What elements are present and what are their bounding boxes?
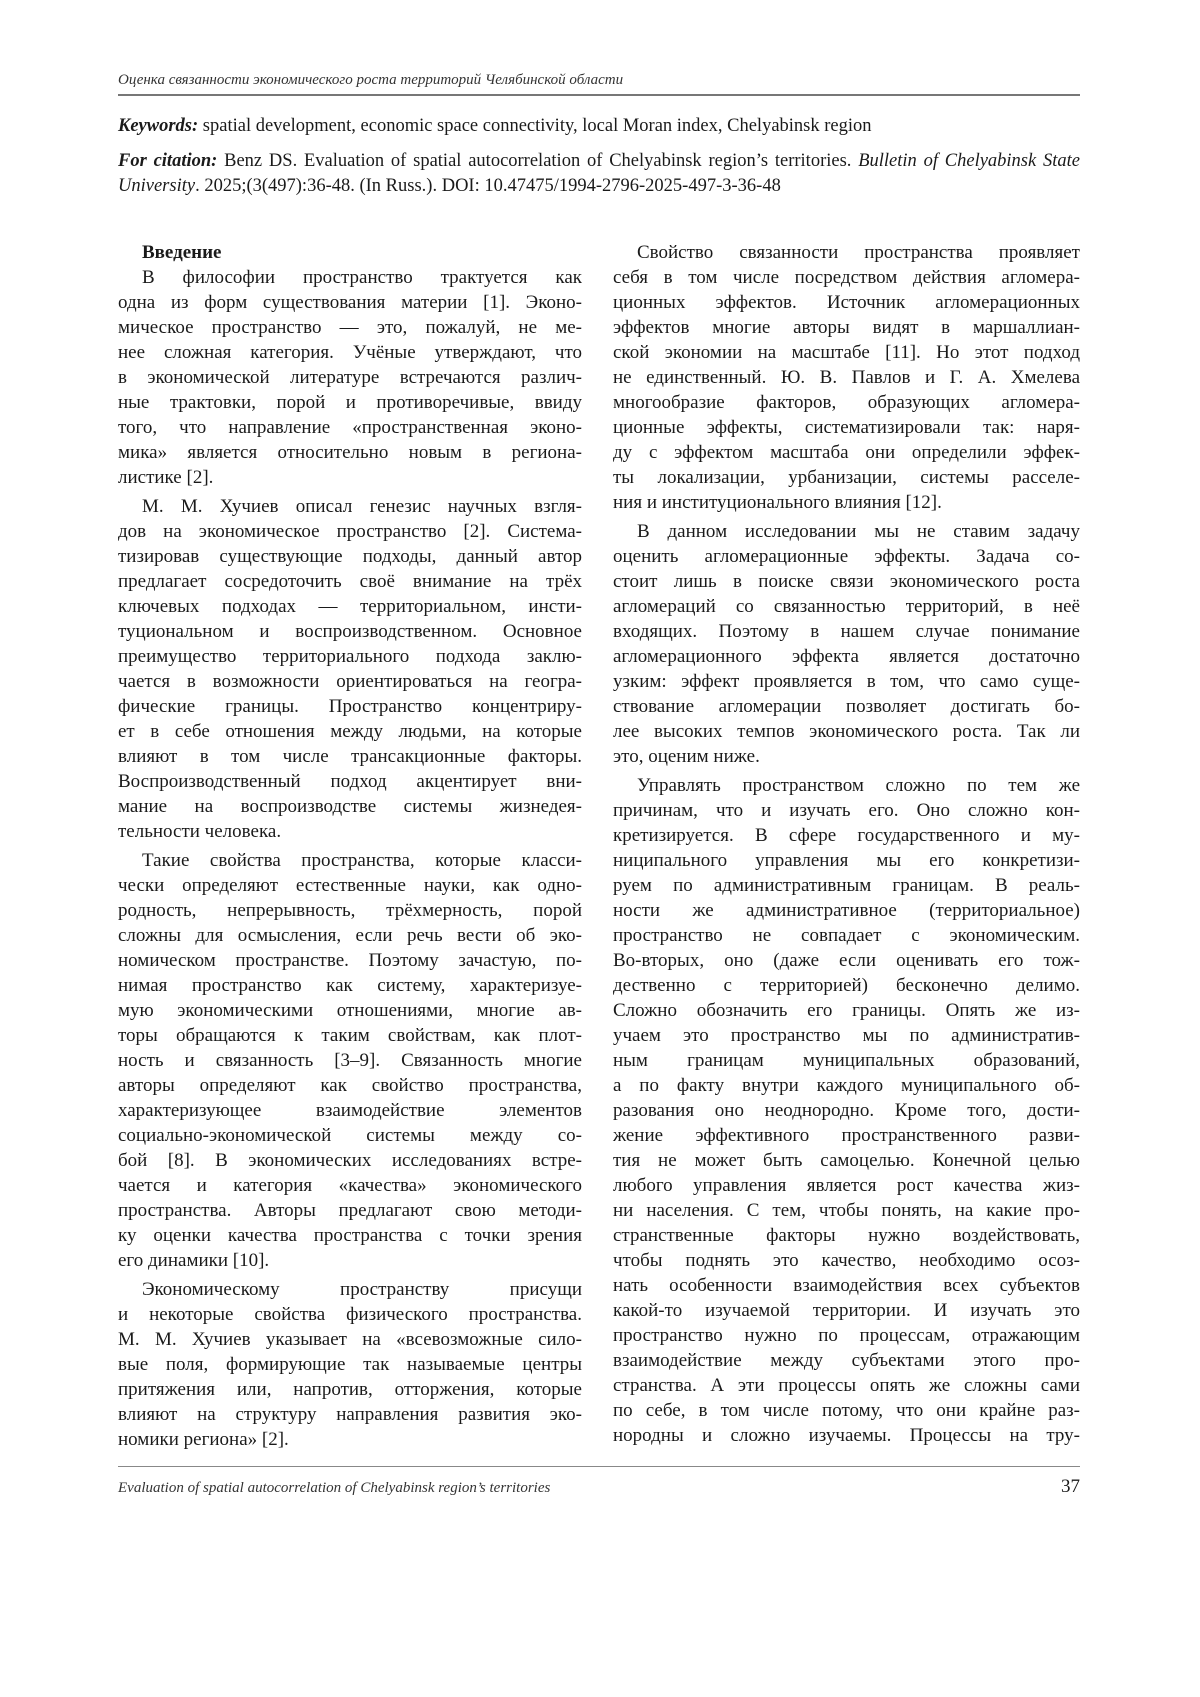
text-line: пространства. Авторы предлагают свою методи-	[118, 1200, 582, 1221]
text-line: пространство не совпадает с экономическим.	[613, 925, 1080, 946]
text-line: вые поля, формирующие так называемые центры	[118, 1354, 582, 1375]
text-line: узким: эффект проявляется в том, что само суще-	[613, 671, 1080, 692]
text-line: притяжения или, напротив, отторжения, которые	[118, 1379, 582, 1400]
text-line: мика» является относительно новым в региона-	[118, 442, 582, 463]
text-line: ционных эффектов. Источник агломерационных	[613, 292, 1080, 313]
right-column	[613, 240, 1080, 1448]
page-number: 37	[1061, 1476, 1080, 1497]
text-line: авторы определяют как свойство пространства,	[118, 1075, 582, 1096]
text-line: эффектов многие авторы видят в маршаллиан-	[613, 317, 1080, 338]
text-line: какой-то изучаемой территории. И изучать это	[613, 1300, 1080, 1321]
text-line: ниципального управления мы его конкретизи-	[613, 850, 1080, 871]
text-line: мическое пространство — это, пожалуй, не ме-	[118, 317, 582, 338]
footer-title: Evaluation of spatial autocorrelation of Chelyabinsk region’s territories	[118, 1480, 551, 1496]
text-line: ные трактовки, порой и противоречивые, ввиду	[118, 392, 582, 413]
text-line: Управлять пространством сложно по тем же	[637, 775, 1080, 796]
text-line: руем по административным границам. В реаль-	[613, 875, 1080, 896]
text-line: тия не может быть самоцелью. Конечной целью	[613, 1150, 1080, 1171]
text-line: стоит лишь в поиске связи экономического роста	[613, 571, 1080, 592]
text-line: преимущество территориального подхода заклю-	[118, 646, 582, 667]
text-line: характеризующее взаимодействие элементов	[118, 1100, 582, 1121]
text-line: странства. А эти процессы опять же сложны сами	[613, 1375, 1080, 1396]
text-line: нать особенности взаимодействия всех субъектов	[613, 1275, 1080, 1296]
text-line: чается в возможности ориентироваться на геогра-	[118, 671, 582, 692]
text-line: агломераций со связанностью территорий, в неё	[613, 596, 1080, 617]
text-line: входящих. Поэтому в нашем случае понимание	[613, 621, 1080, 642]
text-line: мую экономическими отношениями, многие ав-	[118, 1000, 582, 1021]
text-line: ни населения. С тем, чтобы понять, на какие про-	[613, 1200, 1080, 1221]
paragraph	[613, 519, 1080, 769]
text-line: ду с эффектом масштаба они определили эффек-	[613, 442, 1080, 463]
text-line: себя в том числе посредством действия агломера-	[613, 267, 1080, 288]
text-line: Экономическому пространству присущи	[142, 1279, 582, 1300]
text-line: чтобы поднять это качество, необходимо осоз-	[613, 1250, 1080, 1271]
text-line: ния и институционального влияния [12].	[613, 492, 942, 513]
keywords-label: Keywords:	[118, 116, 199, 136]
text-line: нее сложная категория. Учёные утверждают, что	[118, 342, 582, 363]
text-line: чается и категория «качества» экономического	[118, 1175, 582, 1196]
text-line: многообразие факторов, образующих агломера-	[613, 392, 1080, 413]
text-line: по себе, в том числе потому, что они крайне раз-	[613, 1400, 1080, 1421]
text-line: мание на воспроизводстве системы жизнедея-	[118, 796, 582, 817]
text-line: сложны для осмысления, если речь вести об эко-	[118, 925, 582, 946]
citation-details: . 2025;(3(497):36-48. (In Russ.). DOI: 10.47475/1994-2796-2025-497-3-36-48	[195, 176, 781, 196]
text-line: тизировав существующие подходы, данный автор	[118, 546, 582, 567]
text-line: кретизируется. В сфере государственного и му-	[613, 825, 1080, 846]
keywords	[118, 114, 1080, 139]
text-line: ным границам муниципальных образований,	[613, 1050, 1080, 1071]
paragraph	[118, 848, 582, 1273]
running-header-title: Оценка связанности экономического роста территорий Челябинской области	[118, 72, 624, 88]
text-line: В философии пространство трактуется как	[142, 267, 582, 288]
text-line: учаем это пространство мы по административ-	[613, 1025, 1080, 1046]
citation	[118, 149, 1080, 199]
text-line: Во-вторых, оно (даже если оценивать его тож-	[613, 950, 1080, 971]
text-line: Свойство связанности пространства проявляет	[637, 242, 1080, 263]
citation-label: For citation:	[118, 151, 218, 171]
text-line: нимая пространство как систему, характеризуе-	[118, 975, 582, 996]
paragraph	[613, 240, 1080, 515]
text-line: ты локализации, урбанизации, системы расселе-	[613, 467, 1080, 488]
text-line: В данном исследовании мы не ставим задачу	[637, 521, 1080, 542]
text-line: ет в себе отношения между людьми, на которые	[118, 721, 582, 742]
text-line: нородны и сложно изучаемы. Процессы на тру-	[613, 1425, 1080, 1446]
text-line: его динамики [10].	[118, 1250, 270, 1271]
keywords-text: spatial development, economic space connectivity, local Moran index, Chelyabinsk region	[202, 116, 872, 136]
text-line: ской экономии на масштабе [11]. Но этот подход	[613, 342, 1080, 363]
text-line: социально-экономической системы между со-	[118, 1125, 582, 1146]
text-line: лее высоких темпов экономического роста. Так ли	[613, 721, 1080, 742]
text-line: чески определяют естественные науки, как одно-	[118, 875, 582, 896]
text-line: М. М. Хучиев описал генезис научных взгля-	[142, 496, 582, 517]
text-line: ционные эффекты, систематизировали так: наря-	[613, 417, 1080, 438]
text-line: одна из форм существования материи [1]. Эконо-	[118, 292, 582, 313]
paragraph	[118, 1277, 582, 1452]
text-line: М. М. Хучиев указывает на «всевозможные сило-	[118, 1329, 582, 1350]
text-line: бой [8]. В экономических исследованиях встре-	[118, 1150, 582, 1171]
section-heading: Введение	[142, 242, 222, 263]
text-line: родность, непрерывность, трёхмерность, порой	[118, 900, 582, 921]
text-line: того, что направление «пространственная эконо-	[118, 417, 582, 438]
text-line: оценить агломерационные эффекты. Задача со-	[613, 546, 1080, 567]
citation-journal: Bulletin of Chelyabinsk State University	[118, 151, 1081, 196]
text-line: Сложно обозначить его границы. Опять же из-	[613, 1000, 1080, 1021]
text-line: жение эффективного пространственного разви-	[613, 1125, 1080, 1146]
header-divider	[118, 94, 1080, 96]
text-line: дов на экономическое пространство [2]. Система-	[118, 521, 582, 542]
text-line: агломерационного эффекта является достаточно	[613, 646, 1080, 667]
text-line: Такие свойства пространства, которые класси-	[142, 850, 582, 871]
text-line: тельности человека.	[118, 821, 282, 842]
text-line: ку оценки качества пространства с точки зрения	[118, 1225, 582, 1246]
text-line: фические границы. Пространство концентриру-	[118, 696, 582, 717]
text-line: торы обращаются к таким свойствам, как плот-	[118, 1025, 582, 1046]
text-line: пространство нужно по процессам, отражающим	[613, 1325, 1080, 1346]
text-line: любого управления является рост качества жиз-	[613, 1175, 1080, 1196]
text-line: номики региона» [2].	[118, 1429, 289, 1450]
text-line: причинам, что и изучать его. Оно сложно кон-	[613, 800, 1080, 821]
text-line: в экономической литературе встречаются различ-	[118, 367, 582, 388]
text-line: листике [2].	[118, 467, 214, 488]
text-line: влияют на структуру направления развития эко-	[118, 1404, 582, 1425]
text-line: предлагает сосредоточить своё внимание на трёх	[118, 571, 582, 592]
left-column	[118, 240, 582, 1452]
text-line: и некоторые свойства физического пространства.	[118, 1304, 582, 1325]
text-line: дественно с территорией) бесконечно делимо.	[613, 975, 1080, 996]
text-line: ствование агломерации позволяет достигать бо-	[613, 696, 1080, 717]
text-line: ключевых подходах — территориальном, инсти-	[118, 596, 582, 617]
paragraph	[613, 773, 1080, 1448]
text-line: номическом пространстве. Поэтому зачастую, по-	[118, 950, 582, 971]
text-line: ности же административное (территориальное)	[613, 900, 1080, 921]
text-line: странственные факторы нужно воздействовать,	[613, 1225, 1080, 1246]
text-line: разования оно неоднородно. Кроме того, дости-	[613, 1100, 1080, 1121]
citation-text: Benz DS. Evaluation of spatial autocorrelation of Chelyabinsk region’s territories.	[224, 151, 852, 171]
text-line: взаимодействие между субъектами этого про-	[613, 1350, 1080, 1371]
text-line: а по факту внутри каждого муниципального об-	[613, 1075, 1080, 1096]
text-line: Воспроизводственный подход акцентирует вни-	[118, 771, 582, 792]
text-line: туциональном и воспроизводственном. Основное	[118, 621, 582, 642]
footer-divider	[118, 1466, 1080, 1467]
text-line: влияют в том числе трансакционные факторы.	[118, 746, 582, 767]
text-line: это, оценим ниже.	[613, 746, 760, 767]
text-line: не единственный. Ю. В. Павлов и Г. А. Хмелева	[613, 367, 1080, 388]
paragraph	[118, 265, 582, 490]
text-line: ность и связанность [3–9]. Связанность многие	[118, 1050, 582, 1071]
paragraph	[118, 494, 582, 844]
